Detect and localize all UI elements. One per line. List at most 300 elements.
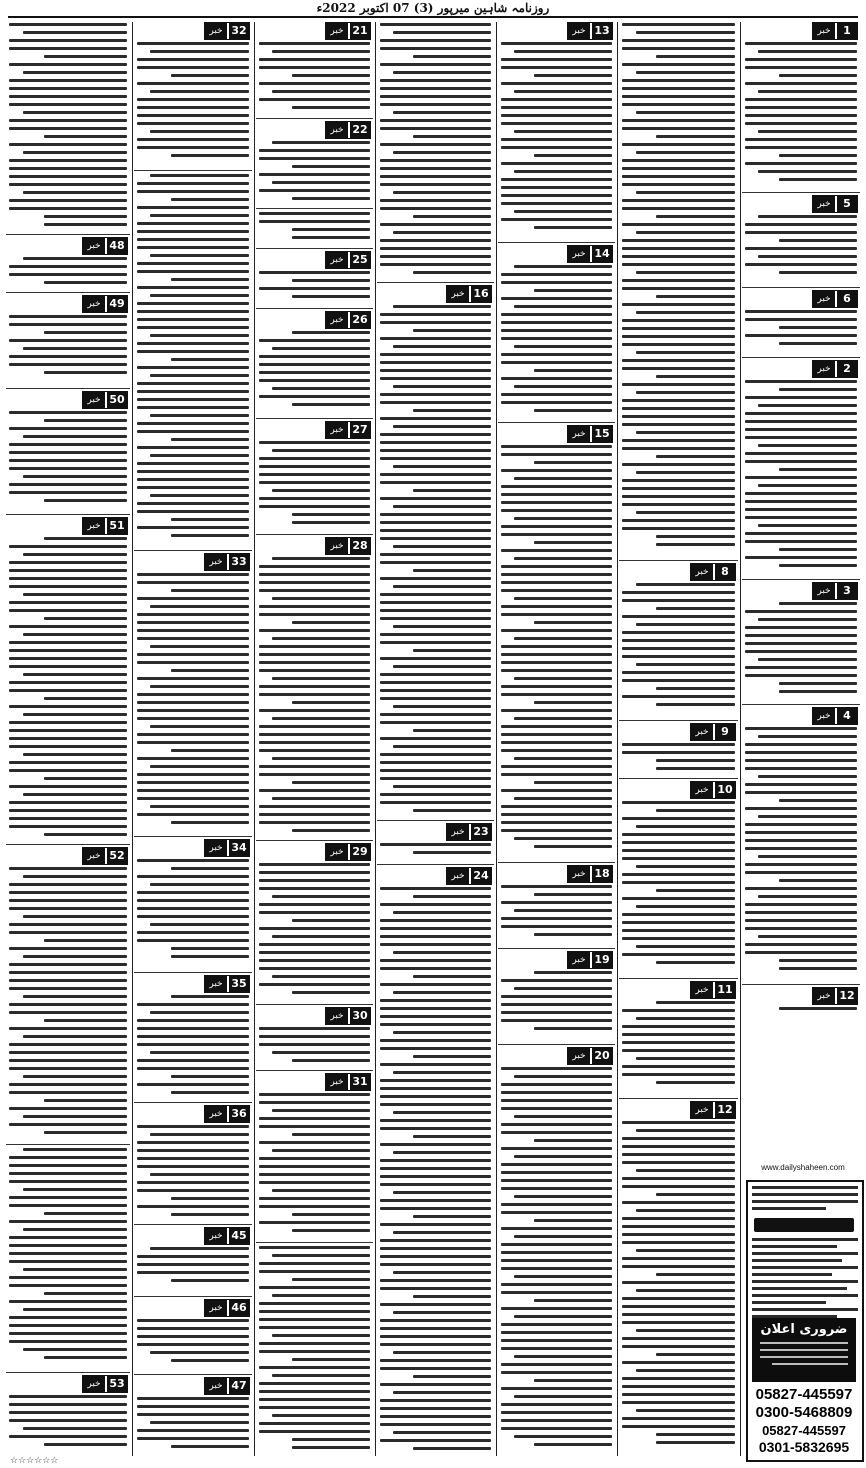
news-number-badge — [325, 22, 371, 40]
news-number: 26 — [350, 312, 370, 328]
news-item-header — [619, 563, 738, 581]
news-item — [256, 418, 373, 535]
news-label: خبر — [447, 868, 469, 884]
news-number: 50 — [107, 392, 127, 408]
news-number-badge — [325, 251, 371, 269]
news-label: خبر — [83, 848, 105, 864]
phone-number: 0301-5832695 — [758, 1439, 850, 1455]
news-item-header — [256, 311, 373, 329]
news-number: 51 — [107, 518, 127, 534]
phone-number: 05827-445597 — [755, 1386, 853, 1403]
news-label: خبر — [691, 564, 713, 580]
news-body-text — [622, 1001, 735, 1099]
news-number-badge — [82, 391, 128, 409]
news-item-header — [742, 707, 860, 725]
news-body-text — [501, 265, 612, 423]
column-divider — [496, 22, 497, 1456]
news-number-badge — [690, 1101, 736, 1119]
news-item-header — [619, 723, 738, 741]
news-label: خبر — [326, 1074, 348, 1090]
news-item-header — [619, 1101, 738, 1119]
news-label: خبر — [205, 1106, 227, 1122]
news-item — [134, 20, 252, 170]
news-item — [377, 282, 494, 821]
news-item-header — [498, 22, 615, 40]
news-item-header — [377, 823, 494, 841]
news-number-badge — [690, 723, 736, 741]
news-item-header — [134, 553, 252, 571]
news-item — [377, 20, 494, 282]
news-number: 52 — [107, 848, 127, 864]
news-number: 5 — [837, 196, 857, 212]
news-number-badge — [325, 843, 371, 861]
website-url: www.dailyshaheen.com — [761, 1163, 845, 1172]
news-number-badge — [82, 847, 128, 865]
news-label: خبر — [813, 988, 835, 1004]
news-item-header — [742, 360, 860, 378]
column-divider — [617, 22, 618, 1456]
news-number-badge — [812, 195, 858, 213]
news-item — [377, 864, 494, 1458]
news-item — [742, 984, 860, 1010]
news-column-6 — [134, 20, 252, 1458]
news-number: 11 — [715, 982, 735, 998]
news-item — [742, 357, 860, 580]
news-number: 32 — [229, 23, 249, 39]
news-label: خبر — [326, 538, 348, 554]
news-body-text — [9, 23, 127, 234]
news-item — [256, 248, 373, 309]
news-item — [6, 1144, 130, 1373]
news-label: خبر — [326, 122, 348, 138]
news-number: 18 — [592, 866, 612, 882]
news-body-text — [9, 411, 127, 515]
news-item — [619, 778, 738, 979]
news-item — [256, 534, 373, 841]
news-label: خبر — [813, 361, 835, 377]
news-body-text — [137, 1319, 249, 1375]
news-number-badge — [446, 823, 492, 841]
news-body-text — [501, 885, 612, 949]
news-item — [256, 1004, 373, 1071]
news-number-badge — [204, 1377, 250, 1395]
news-label: خبر — [205, 1378, 227, 1394]
news-body-text — [745, 1007, 857, 1010]
news-label: خبر — [326, 1008, 348, 1024]
news-body-text — [745, 727, 857, 985]
news-column-5 — [256, 20, 373, 1458]
chief-editor-badge — [754, 1218, 854, 1232]
news-number-badge — [204, 975, 250, 993]
news-body-text — [259, 863, 370, 1005]
news-item-header — [498, 865, 615, 883]
news-item-header — [134, 1377, 252, 1395]
news-item-header — [256, 843, 373, 861]
news-number: 47 — [229, 1378, 249, 1394]
news-label: خبر — [326, 312, 348, 328]
news-number: 12 — [715, 1102, 735, 1118]
news-number-badge — [82, 517, 128, 535]
news-column-4 — [377, 20, 494, 1458]
news-label: خبر — [205, 976, 227, 992]
news-item-header — [134, 975, 252, 993]
news-item — [742, 704, 860, 985]
news-number-badge — [325, 1073, 371, 1091]
news-item — [742, 287, 860, 358]
news-number: 45 — [229, 1228, 249, 1244]
news-body-text — [9, 867, 127, 1145]
news-item-header — [742, 290, 860, 308]
news-item — [134, 1102, 252, 1225]
news-label: خبر — [568, 1048, 590, 1064]
imprint-box — [746, 1180, 864, 1462]
imprint-address — [752, 1186, 858, 1214]
news-body-text — [501, 1067, 612, 1458]
news-body-text — [380, 887, 491, 1458]
news-label: خبر — [447, 824, 469, 840]
news-column-3 — [498, 20, 615, 1458]
news-number: 48 — [107, 238, 127, 254]
news-body-text — [259, 212, 370, 249]
news-item — [498, 242, 615, 423]
news-item — [498, 1044, 615, 1458]
news-item-header — [742, 582, 860, 600]
news-body-text — [137, 1397, 249, 1458]
news-number-badge — [812, 582, 858, 600]
column-divider — [132, 22, 133, 1456]
news-number-badge — [567, 1047, 613, 1065]
news-number-badge — [812, 290, 858, 308]
news-number: 30 — [350, 1008, 370, 1024]
news-item — [742, 579, 860, 705]
news-body-text — [501, 971, 612, 1045]
news-body-text — [745, 602, 857, 705]
news-item-header — [742, 22, 860, 40]
news-number-badge — [812, 22, 858, 40]
news-item — [498, 422, 615, 863]
news-item — [256, 1242, 373, 1458]
news-item — [6, 1372, 130, 1458]
news-item-header — [498, 1047, 615, 1065]
news-body-text — [745, 42, 857, 192]
news-number-badge — [204, 1227, 250, 1245]
news-number-badge — [325, 537, 371, 555]
news-item-header — [377, 285, 494, 303]
news-number-badge — [204, 1105, 250, 1123]
news-item-header — [256, 22, 373, 40]
news-item-header — [498, 425, 615, 443]
news-body-text — [259, 331, 370, 419]
news-number-badge — [204, 553, 250, 571]
important-notice-title: ضروری اعلان — [760, 1322, 848, 1337]
news-body-text — [380, 23, 491, 282]
news-number-badge — [567, 951, 613, 969]
news-body-text — [622, 801, 735, 979]
news-label: خبر — [568, 246, 590, 262]
news-item-header — [6, 295, 130, 313]
news-number-badge — [567, 245, 613, 263]
news-number-badge — [567, 22, 613, 40]
news-item — [256, 308, 373, 419]
news-label: خبر — [568, 866, 590, 882]
footer-stars: ☆☆☆☆☆☆ — [10, 1456, 59, 1466]
news-body-text — [137, 995, 249, 1103]
news-body-text — [9, 1148, 127, 1373]
news-number-badge — [204, 839, 250, 857]
news-item — [377, 820, 494, 865]
phone-number: 05827-445597 — [762, 1423, 846, 1438]
news-body-text — [259, 1027, 370, 1071]
news-item-header — [134, 1299, 252, 1317]
news-number: 2 — [837, 361, 857, 377]
news-number: 19 — [592, 952, 612, 968]
news-number-badge — [325, 421, 371, 439]
news-item — [134, 972, 252, 1103]
news-body-text — [137, 174, 249, 551]
news-label: خبر — [568, 426, 590, 442]
news-number: 4 — [837, 708, 857, 724]
news-item-header — [498, 245, 615, 263]
news-label: خبر — [83, 238, 105, 254]
news-number: 3 — [837, 583, 857, 599]
news-label: خبر — [205, 1228, 227, 1244]
news-item — [619, 20, 738, 560]
news-number: 34 — [229, 840, 249, 856]
news-body-text — [137, 1125, 249, 1225]
news-item — [6, 20, 130, 234]
news-number: 23 — [471, 824, 491, 840]
news-number: 46 — [229, 1300, 249, 1316]
column-divider — [375, 22, 376, 1456]
news-number-badge — [325, 1007, 371, 1025]
news-number: 31 — [350, 1074, 370, 1090]
news-number: 36 — [229, 1106, 249, 1122]
news-number: 49 — [107, 296, 127, 312]
news-item — [256, 840, 373, 1005]
news-item — [134, 170, 252, 551]
news-item-header — [742, 987, 860, 1005]
news-number-badge — [567, 425, 613, 443]
news-item-header — [134, 1105, 252, 1123]
news-label: خبر — [691, 724, 713, 740]
news-label: خبر — [691, 982, 713, 998]
news-body-text — [745, 380, 857, 580]
news-number: 27 — [350, 422, 370, 438]
news-item-header — [377, 867, 494, 885]
news-item — [619, 560, 738, 721]
news-body-text — [259, 1093, 370, 1243]
news-label: خبر — [813, 23, 835, 39]
news-body-text — [9, 315, 127, 389]
news-body-text — [9, 1395, 127, 1458]
news-body-text — [259, 441, 370, 535]
news-item-header — [134, 1227, 252, 1245]
news-label: خبر — [83, 392, 105, 408]
news-item-header — [256, 251, 373, 269]
news-number: 53 — [107, 1376, 127, 1392]
news-number-badge — [812, 987, 858, 1005]
news-body-text — [259, 42, 370, 118]
news-number: 12 — [837, 988, 857, 1004]
news-label: خبر — [568, 23, 590, 39]
news-item — [256, 20, 373, 118]
news-label: خبر — [205, 23, 227, 39]
news-number-badge — [446, 285, 492, 303]
news-item-header — [256, 537, 373, 555]
news-label: خبر — [83, 296, 105, 312]
news-number: 22 — [350, 122, 370, 138]
news-number: 6 — [837, 291, 857, 307]
news-number-badge — [690, 981, 736, 999]
news-body-text — [380, 843, 491, 865]
news-item-header — [6, 237, 130, 255]
news-item — [6, 234, 130, 293]
news-body-text — [137, 42, 249, 170]
news-item — [6, 514, 130, 845]
news-number: 25 — [350, 252, 370, 268]
news-body-text — [137, 859, 249, 973]
news-item — [6, 844, 130, 1145]
news-body-text — [259, 271, 370, 309]
news-number-badge — [325, 121, 371, 139]
news-number-badge — [812, 360, 858, 378]
news-item-header — [134, 22, 252, 40]
news-item-header — [256, 121, 373, 139]
news-item-header — [256, 1073, 373, 1091]
column-divider — [254, 22, 255, 1456]
news-label: خبر — [205, 554, 227, 570]
news-label: خبر — [326, 252, 348, 268]
news-number-badge — [446, 867, 492, 885]
news-number-badge — [82, 1375, 128, 1393]
news-number-badge — [204, 22, 250, 40]
news-item — [6, 292, 130, 389]
news-item — [6, 388, 130, 515]
news-item — [498, 862, 615, 949]
news-item — [742, 20, 860, 192]
news-number: 13 — [592, 23, 612, 39]
news-number-badge — [690, 781, 736, 799]
news-item-header — [6, 1375, 130, 1393]
news-body-text — [259, 1246, 370, 1458]
news-number: 10 — [715, 782, 735, 798]
news-item-header — [498, 951, 615, 969]
news-body-text — [622, 743, 735, 779]
news-item-header — [619, 781, 738, 799]
news-body-text — [622, 1121, 735, 1458]
news-item-header — [134, 839, 252, 857]
editorial-staff-list — [752, 1238, 858, 1322]
news-label: خبر — [691, 1102, 713, 1118]
news-number-badge — [82, 295, 128, 313]
news-label: خبر — [447, 286, 469, 302]
news-body-text — [745, 310, 857, 358]
news-label: خبر — [83, 518, 105, 534]
news-body-text — [622, 583, 735, 721]
news-number-badge — [325, 311, 371, 329]
news-label: خبر — [691, 782, 713, 798]
news-item — [256, 208, 373, 249]
news-item-header — [619, 981, 738, 999]
news-number: 1 — [837, 23, 857, 39]
news-column-2 — [619, 20, 738, 1458]
news-item-header — [6, 517, 130, 535]
news-item — [619, 978, 738, 1099]
news-number: 24 — [471, 868, 491, 884]
news-label: خبر — [813, 291, 835, 307]
news-number: 16 — [471, 286, 491, 302]
news-label: خبر — [83, 1376, 105, 1392]
news-label: خبر — [813, 196, 835, 212]
news-body-text — [622, 23, 735, 560]
news-item — [619, 1098, 738, 1458]
news-item-header — [256, 421, 373, 439]
news-label: خبر — [326, 23, 348, 39]
news-item — [134, 550, 252, 837]
news-number-badge — [690, 563, 736, 581]
news-item-header — [742, 195, 860, 213]
news-number: 29 — [350, 844, 370, 860]
news-label: خبر — [568, 952, 590, 968]
news-item — [742, 192, 860, 288]
news-label: خبر — [205, 840, 227, 856]
news-number: 35 — [229, 976, 249, 992]
news-number-badge — [204, 1299, 250, 1317]
news-body-text — [9, 537, 127, 845]
masthead-rule — [8, 16, 858, 18]
news-body-text — [137, 573, 249, 837]
news-item-header — [6, 391, 130, 409]
news-number: 8 — [715, 564, 735, 580]
news-item — [134, 836, 252, 973]
news-item — [256, 1070, 373, 1243]
news-body-text — [745, 215, 857, 288]
news-item — [498, 948, 615, 1045]
news-number: 33 — [229, 554, 249, 570]
news-number: 20 — [592, 1048, 612, 1064]
news-body-text — [259, 141, 370, 209]
news-label: خبر — [813, 708, 835, 724]
news-body-text — [9, 257, 127, 293]
news-item — [134, 1296, 252, 1375]
news-item-header — [6, 847, 130, 865]
news-item — [498, 20, 615, 242]
news-number-badge — [567, 865, 613, 883]
news-label: خبر — [813, 583, 835, 599]
news-body-text — [137, 1247, 249, 1297]
news-body-text — [259, 557, 370, 841]
news-label: خبر — [326, 844, 348, 860]
news-column-7 — [6, 20, 130, 1458]
news-number-badge — [812, 707, 858, 725]
news-body-text — [501, 445, 612, 863]
news-item — [134, 1224, 252, 1297]
news-body-text — [380, 305, 491, 821]
column-divider — [740, 22, 741, 1456]
news-number-badge — [82, 237, 128, 255]
news-label: خبر — [326, 422, 348, 438]
news-number: 9 — [715, 724, 735, 740]
news-item-header — [256, 1007, 373, 1025]
phone-number: 0300-5468809 — [755, 1404, 853, 1421]
news-item — [256, 118, 373, 209]
news-item — [619, 720, 738, 779]
news-number: 21 — [350, 23, 370, 39]
news-item — [134, 1374, 252, 1458]
masthead-date-line: روزنامہ شاہین میرپور (3) 07 اکتوبر 2022ء — [316, 1, 550, 15]
news-label: خبر — [205, 1300, 227, 1316]
news-column-1 — [742, 20, 860, 1178]
